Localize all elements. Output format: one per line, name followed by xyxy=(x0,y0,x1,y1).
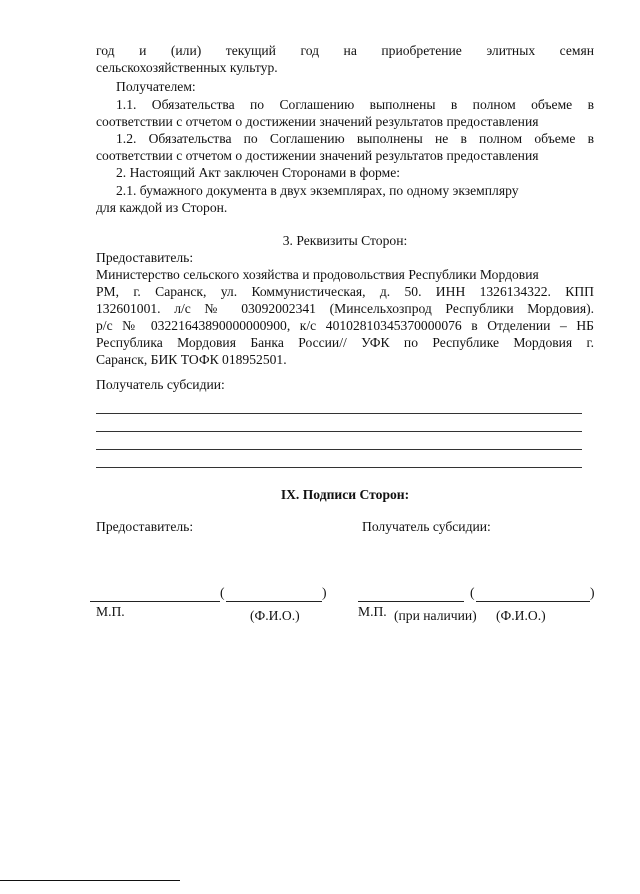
paragraph-line: соответствии с отчетом о достижении значений результатов предоставления xyxy=(96,148,539,163)
if-any-caption: (при наличии) xyxy=(394,608,477,623)
requisites-heading: 3. Реквизиты Сторон: xyxy=(282,233,408,248)
clause-2: 2. Настоящий Акт заключен Сторонами в форме: xyxy=(116,165,401,180)
blank-line xyxy=(96,449,582,450)
blank-line xyxy=(96,431,582,432)
recipient-label: Получатель субсидии: xyxy=(96,377,225,392)
stamp-label-recipient: М.П. xyxy=(358,604,387,619)
provider-account: 132601001. л/с № 03092002341 (Минсельхозпрод Республики Мордовия). xyxy=(96,301,594,316)
paragraph-line: соответствии с отчетом о достижении значений результатов предоставления xyxy=(96,114,539,129)
fio-caption-provider: (Ф.И.О.) xyxy=(250,608,300,623)
paragraph-line: сельскохозяйственных культур. xyxy=(96,60,278,75)
clause-1-1: 1.1. Обязательства по Соглашению выполнены в полном объеме в xyxy=(116,97,594,112)
close-paren: ) xyxy=(322,585,327,600)
recipient-heading: Получателем: xyxy=(116,79,196,94)
close-paren: ) xyxy=(590,585,595,600)
provider-address: РМ, г. Саранск, ул. Коммунистическая, д. 50. ИНН 1326134322. КПП xyxy=(96,284,594,299)
footnote-separator xyxy=(0,880,180,881)
signature-provider-label: Предоставитель: xyxy=(96,519,194,534)
provider-bank: Республика Мордовия Банка России// УФК по Республике Мордовия г. xyxy=(96,335,594,350)
provider-bik: Саранск, БИК ТОФК 018952501. xyxy=(96,352,287,367)
signature-line-recipient xyxy=(358,601,464,602)
blank-line xyxy=(96,467,582,468)
paragraph-line: год и (или) текущий год на приобретение элитных семян xyxy=(96,43,594,58)
fio-line-provider xyxy=(226,601,322,602)
provider-name: Министерство сельского хозяйства и продовольствия Республики Мордовия xyxy=(96,267,539,282)
blank-line xyxy=(96,413,582,414)
stamp-label-provider: М.П. xyxy=(96,604,125,619)
clause-2-1: 2.1. бумажного документа в двух экземплярах, по одному экземпляру xyxy=(116,183,519,198)
signature-recipient-label: Получатель субсидии: xyxy=(362,519,491,534)
open-paren: ( xyxy=(470,585,475,600)
clause-1-2: 1.2. Обязательства по Соглашению выполнены не в полном объеме в xyxy=(116,131,594,146)
paragraph-line: для каждой из Сторон. xyxy=(96,200,228,215)
fio-line-recipient xyxy=(476,601,590,602)
provider-bank-account: р/с № 03221643890000000900, к/с 40102810345370000076 в Отделении – НБ xyxy=(96,318,594,333)
signature-line-provider xyxy=(90,601,220,602)
signatures-heading: IX. Подписи Сторон: xyxy=(280,487,410,502)
open-paren: ( xyxy=(220,585,225,600)
provider-label: Предоставитель: xyxy=(96,250,194,265)
fio-caption-recipient: (Ф.И.О.) xyxy=(496,608,546,623)
